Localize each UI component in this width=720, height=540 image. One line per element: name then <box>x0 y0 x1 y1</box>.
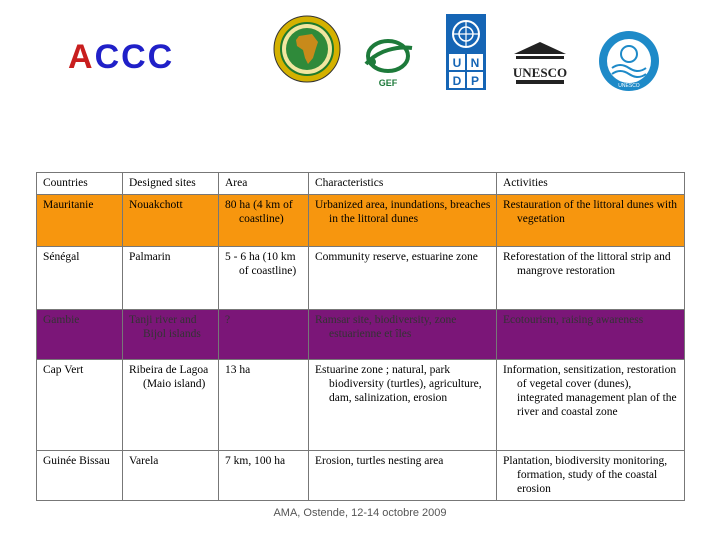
ioc-logo-text: UNESCO <box>618 83 640 89</box>
table-row <box>37 310 685 360</box>
undp-letter-d: D <box>452 74 462 88</box>
header-area: Area <box>219 173 309 195</box>
header-activities: Activities <box>497 173 685 195</box>
cell-site: Ribeira de Lagoa (Maio island) <box>123 360 219 451</box>
cell-activities: Reforestation of the littoral strip and mangrove restoration <box>497 247 685 310</box>
undp-letter-n: N <box>470 56 480 70</box>
cell-activities: Ecotourism, raising awareness <box>497 310 685 360</box>
cell-activities: Information, sensitization, restoration of vegetal cover (dunes), integrated management plan of the river and coastal zone <box>497 360 685 451</box>
cell-area: 80 ha (4 km of coastline) <box>219 195 309 247</box>
sites-table <box>36 172 685 501</box>
cell-site: Varela <box>123 451 219 501</box>
title-first-letter: A <box>68 38 95 76</box>
gef-logo-text: GEF <box>378 78 398 88</box>
cell-characteristics: Ramsar site, biodiversity, zone estuarienne et îles <box>309 310 497 360</box>
cell-country: Guinée Bissau <box>37 451 123 501</box>
cell-country: Mauritanie <box>37 195 123 247</box>
cell-activities: Plantation, biodiversity monitoring, formation, study of the coastal erosion <box>497 451 685 501</box>
cell-area: 7 km, 100 ha <box>219 451 309 501</box>
cell-area: 13 ha <box>219 360 309 451</box>
unesco-logo-text: UNESCO <box>512 65 568 80</box>
cell-characteristics: Estuarine zone ; natural, park biodiversity (turtles), agriculture, dam, salinization, erosion <box>309 360 497 451</box>
cell-area: 5 - 6 ha (10 km of coastline) <box>219 247 309 310</box>
unesco-logo-icon <box>512 40 568 88</box>
cell-characteristics: Urbanized area, inundations, breaches in the littoral dunes <box>309 195 497 247</box>
table-row <box>37 195 685 247</box>
cell-characteristics: Community reserve, estuarine zone <box>309 247 497 310</box>
african-union-emblem-icon <box>272 14 342 84</box>
table-row <box>37 247 685 310</box>
table-row <box>37 451 685 501</box>
title-rest: CCC <box>94 38 175 76</box>
cell-country: Gambie <box>37 310 123 360</box>
header-countries: Countries <box>37 173 123 195</box>
cell-area: ? <box>219 310 309 360</box>
cell-country: Cap Vert <box>37 360 123 451</box>
table-row <box>37 360 685 451</box>
slide-footer: AMA, Ostende, 12-14 octobre 2009 <box>273 507 447 519</box>
acronym-title <box>68 38 174 77</box>
undp-logo-icon <box>446 14 486 90</box>
undp-letter-p: P <box>470 74 480 88</box>
cell-activities: Restauration of the littoral dunes with vegetation <box>497 195 685 247</box>
header-designed-sites: Designed sites <box>123 173 219 195</box>
table-header-row <box>37 173 685 195</box>
cell-site: Nouakchott <box>123 195 219 247</box>
ioc-logo-icon <box>598 30 660 92</box>
cell-site: Palmarin <box>123 247 219 310</box>
cell-country: Sénégal <box>37 247 123 310</box>
gef-logo-icon <box>360 34 416 90</box>
cell-site: Tanji river and Bijol islands <box>123 310 219 360</box>
undp-letter-u: U <box>452 56 462 70</box>
cell-characteristics: Erosion, turtles nesting area <box>309 451 497 501</box>
header-characteristics: Characteristics <box>309 173 497 195</box>
